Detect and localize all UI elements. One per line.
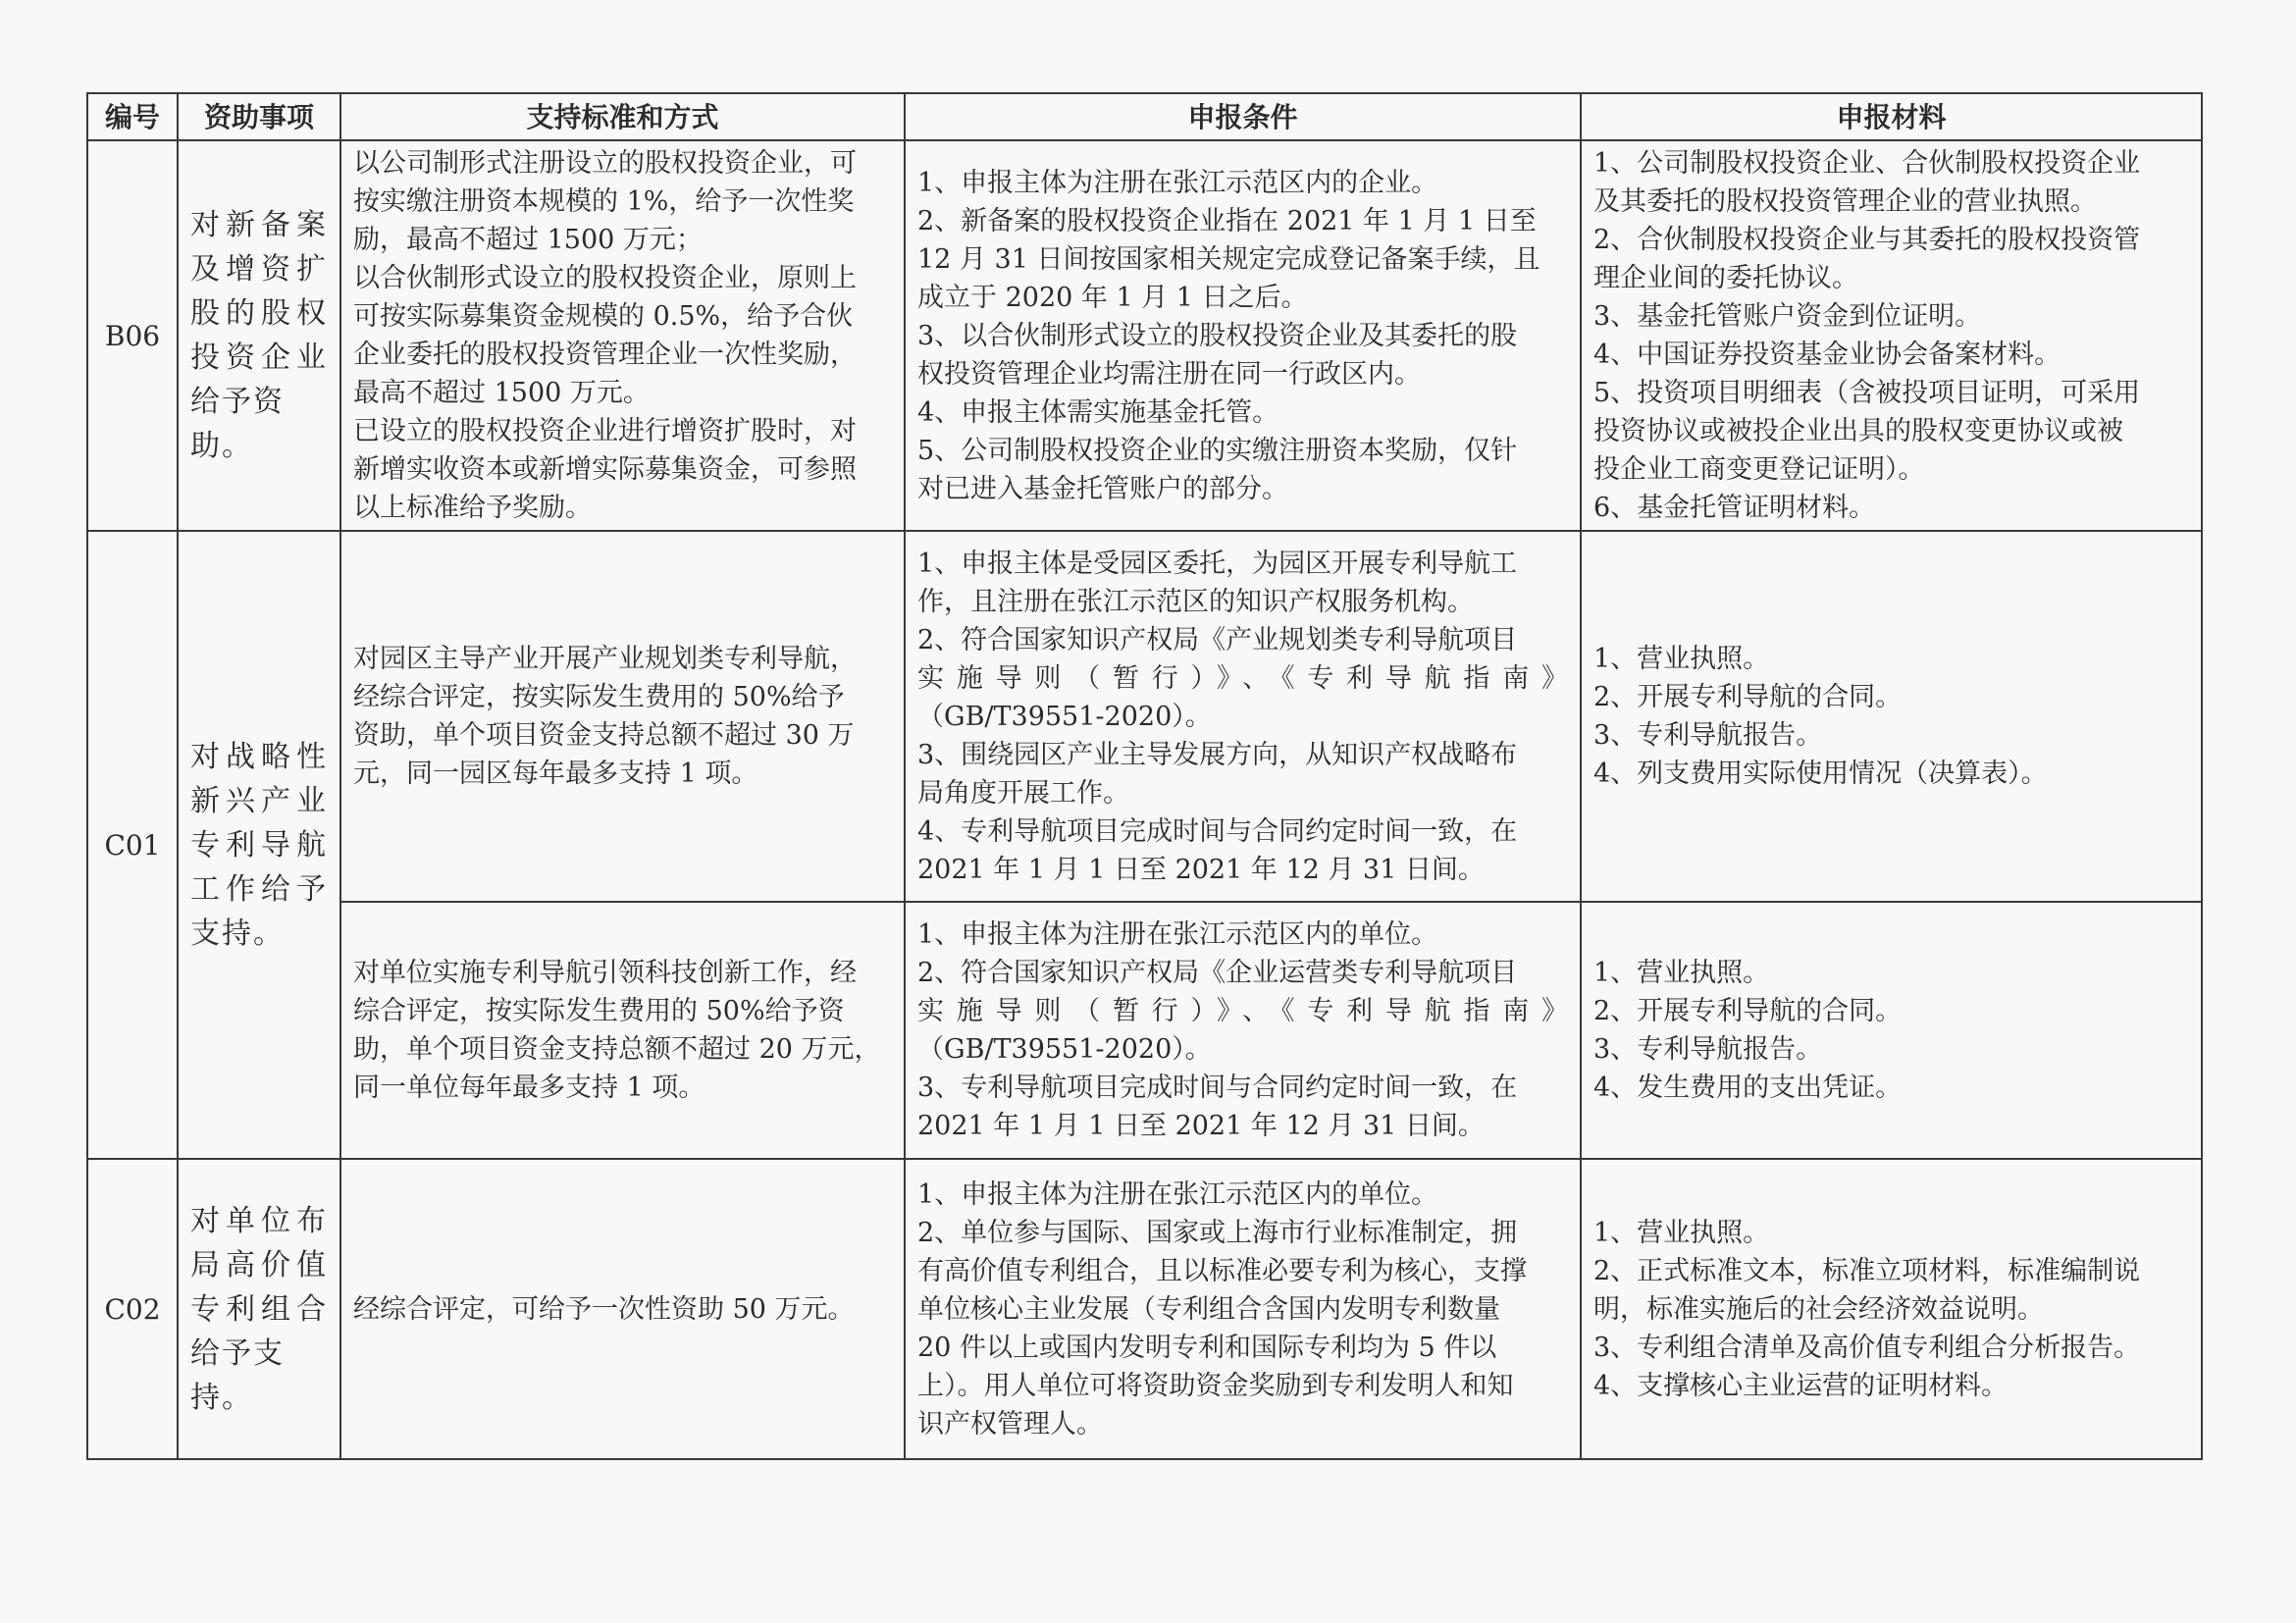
text-line: （GB/T39551-2020）。 [917, 701, 1212, 732]
text-line: 以合伙制形式设立的股权投资企业，原则上 [353, 263, 857, 293]
text-line: 1、申报主体为注册在张江示范区内的企业。 [917, 167, 1438, 198]
table-row-c01-b [87, 902, 2202, 1159]
text-line: 1、申报主体为注册在张江示范区内的单位。 [917, 1178, 1438, 1210]
text-line: 上）。用人单位可将资助资金奖励到专利发明人和知 [917, 1370, 1514, 1401]
item-line: 专利组合 [190, 1291, 328, 1327]
table-header-row [87, 93, 2202, 140]
cell-id: B06 [87, 140, 178, 531]
text-line: 2、符合国家知识产权局《企业运营类专利导航项目 [917, 958, 1518, 988]
text-line: 助，单个项目资金支持总额不超过 20 万元， [353, 1034, 881, 1065]
text-line: 3、专利导航报告。 [1593, 1034, 1823, 1065]
text-line: 励，最高不超过 1500 万元； [353, 225, 703, 255]
text-line: 1、营业执照。 [1593, 644, 1770, 674]
text-line: 可按实际募集资金规模的 0.5%，给予合伙 [353, 301, 854, 332]
text-line: 4、专利导航项目完成时间与合同约定时间一致，在 [917, 815, 1518, 847]
text-line: 经综合评定，按实际发生费用的 50%给予 [353, 682, 845, 712]
cell-item [178, 531, 340, 1159]
text-line: 投资协议或被投企业出具的股权变更协议或被 [1593, 416, 2123, 446]
text-line: 1、申报主体为注册在张江示范区内的单位。 [917, 919, 1438, 950]
item-line: 工作给予 [190, 871, 328, 907]
item-line: 对单位布 [190, 1203, 328, 1238]
header-item: 资助事项 [178, 93, 340, 140]
text-line: 1、营业执照。 [1593, 1217, 1770, 1248]
text-line: 2021 年 1 月 1 日至 2021 年 12 月 31 日间。 [917, 854, 1485, 885]
cell-standard [340, 140, 905, 531]
text-line: 识产权管理人。 [917, 1408, 1103, 1440]
text-line: 对园区主导产业开展产业规划类专利导航， [353, 644, 857, 674]
cell-id: C01 [87, 531, 178, 1159]
text-line: 实施导则（暂行）》、《专利导航指南》 [917, 996, 1568, 1026]
text-line: 5、公司制股权投资企业的实缴注册资本奖励，仅针 [917, 435, 1518, 466]
funding-table [86, 92, 2203, 1460]
text-line: 对已进入基金托管账户的部分。 [917, 473, 1288, 504]
text-line: 20 件以上或国内发明专利和国际专利均为 5 件以 [917, 1332, 1497, 1363]
text-line: 3、围绕园区产业主导发展方向，从知识产权战略布 [917, 739, 1518, 770]
cell-id: C02 [87, 1159, 178, 1459]
text-line: 3、专利导航项目完成时间与合同约定时间一致，在 [917, 1073, 1518, 1103]
text-line: 作，且注册在张江示范区的知识产权服务机构。 [917, 586, 1474, 617]
text-line: 4、中国证券投资基金业协会备案材料。 [1593, 340, 2061, 370]
text-line: 4、申报主体需实施基金托管。 [917, 396, 1279, 428]
text-line: 及其委托的股权投资管理企业的营业执照。 [1593, 186, 2097, 217]
text-line: 1、公司制股权投资企业、合伙制股权投资企业 [1593, 148, 2141, 179]
text-line: 已设立的股权投资企业进行增资扩股时，对 [353, 416, 857, 446]
text-line: 投企业工商变更登记证明）。 [1593, 454, 1925, 485]
item-line: 局高价值 [190, 1247, 328, 1283]
text-line: 成立于 2020 年 1 月 1 日之后。 [917, 282, 1308, 313]
text-line: 元，同一园区每年最多支持 1 项。 [353, 759, 758, 789]
text-line: 以上标准给予奖励。 [353, 493, 592, 523]
cell-conditions [905, 1159, 1581, 1459]
text-line: 有高价值专利组合，且以标准必要专利为核心，支撑 [917, 1255, 1527, 1286]
header-id: 编号 [87, 93, 178, 140]
text-line: 2、新备案的股权投资企业指在 2021 年 1 月 1 日至 [917, 205, 1537, 236]
item-line: 股的股权 [190, 296, 328, 331]
text-line: 3、专利组合清单及高价值专利组合分析报告。 [1593, 1332, 2141, 1363]
item-line: 专利导航 [190, 827, 328, 863]
text-line: 2、正式标准文本，标准立项材料，标准编制说 [1593, 1255, 2141, 1286]
cell-item [178, 1159, 340, 1459]
text-line: 经综合评定，可给予一次性资助 50 万元。 [353, 1293, 855, 1325]
cell-standard [340, 902, 905, 1159]
text-line: 明，标准实施后的社会经济效益说明。 [1593, 1293, 2044, 1325]
text-line: 理企业间的委托协议。 [1593, 263, 1858, 293]
text-line: 单位核心主业发展（专利组合含国内发明专利数量 [917, 1293, 1500, 1325]
item-line: 对新备案 [190, 208, 328, 242]
cell-standard [340, 1159, 905, 1459]
text-line: 6、基金托管证明材料。 [1593, 493, 1876, 523]
text-line: 4、列支费用实际使用情况（决算表）。 [1593, 759, 2048, 789]
header-standard: 支持标准和方式 [340, 93, 905, 140]
text-line: 12 月 31 日间按国家相关规定完成登记备案手续，且 [917, 243, 1540, 275]
text-line: 1、营业执照。 [1593, 958, 1770, 988]
text-line: 2、合伙制股权投资企业与其委托的股权投资管 [1593, 225, 2141, 255]
text-line: 最高不超过 1500 万元。 [353, 378, 650, 408]
text-line: 实施导则（暂行）》、《专利导航指南》 [917, 662, 1568, 694]
cell-item [178, 140, 340, 531]
text-line: 2、开展专利导航的合同。 [1593, 996, 1903, 1026]
cell-standard [340, 531, 905, 902]
text-line: 5、投资项目明细表（含被投项目证明，可采用 [1593, 378, 2141, 408]
text-line: 3、基金托管账户资金到位证明。 [1593, 301, 1982, 332]
text-line: 2、开展专利导航的合同。 [1593, 682, 1903, 712]
item-line: 对战略性 [190, 739, 328, 774]
cell-conditions [905, 140, 1581, 531]
table-row-b06 [87, 140, 2202, 531]
text-line: 2021 年 1 月 1 日至 2021 年 12 月 31 日间。 [917, 1111, 1485, 1141]
cell-materials [1581, 902, 2202, 1159]
text-line: 3、专利导航报告。 [1593, 720, 1823, 751]
text-line: 按实缴注册资本规模的 1%，给予一次性奖 [353, 186, 855, 217]
text-line: 综合评定，按实际发生费用的 50%给予资 [353, 996, 845, 1026]
item-line: 给予支持。 [190, 1335, 285, 1415]
header-conditions: 申报条件 [905, 93, 1581, 140]
text-line: 4、支撑核心主业运营的证明材料。 [1593, 1370, 2009, 1401]
header-materials: 申报材料 [1581, 93, 2202, 140]
text-line: 3、以合伙制形式设立的股权投资企业及其委托的股 [917, 320, 1518, 351]
text-line: 资助，单个项目资金支持总额不超过 30 万 [353, 720, 855, 751]
text-line: 新增实收资本或新增实际募集资金，可参照 [353, 454, 857, 485]
table-row-c02 [87, 1159, 2202, 1459]
cell-materials [1581, 531, 2202, 902]
text-line: 对单位实施专利导航引领科技创新工作，经 [353, 958, 857, 988]
item-line: 及增资扩 [190, 252, 328, 287]
text-line: （GB/T39551-2020）。 [917, 1034, 1212, 1065]
text-line: 以公司制形式注册设立的股权投资企业，可 [353, 148, 857, 179]
text-line: 企业委托的股权投资管理企业一次性奖励， [353, 340, 857, 370]
item-line: 新兴产业 [190, 783, 328, 818]
item-line: 投资企业 [190, 340, 328, 375]
item-line: 支持。 [190, 916, 285, 951]
item-line: 给予资助。 [190, 385, 285, 463]
text-line: 2、单位参与国际、国家或上海市行业标准制定，拥 [917, 1217, 1518, 1248]
text-line: 局角度开展工作。 [917, 777, 1129, 809]
cell-conditions [905, 531, 1581, 902]
text-line: 4、发生费用的支出凭证。 [1593, 1073, 1903, 1103]
cell-materials [1581, 140, 2202, 531]
text-line: 1、申报主体是受园区委托，为园区开展专利导航工 [917, 548, 1518, 579]
cell-materials [1581, 1159, 2202, 1459]
text-line: 同一单位每年最多支持 1 项。 [353, 1073, 705, 1103]
text-line: 权投资管理企业均需注册在同一行政区内。 [917, 358, 1421, 390]
table-row-c01-a [87, 531, 2202, 902]
text-line: 2、符合国家知识产权局《产业规划类专利导航项目 [917, 624, 1518, 655]
cell-conditions [905, 902, 1581, 1159]
